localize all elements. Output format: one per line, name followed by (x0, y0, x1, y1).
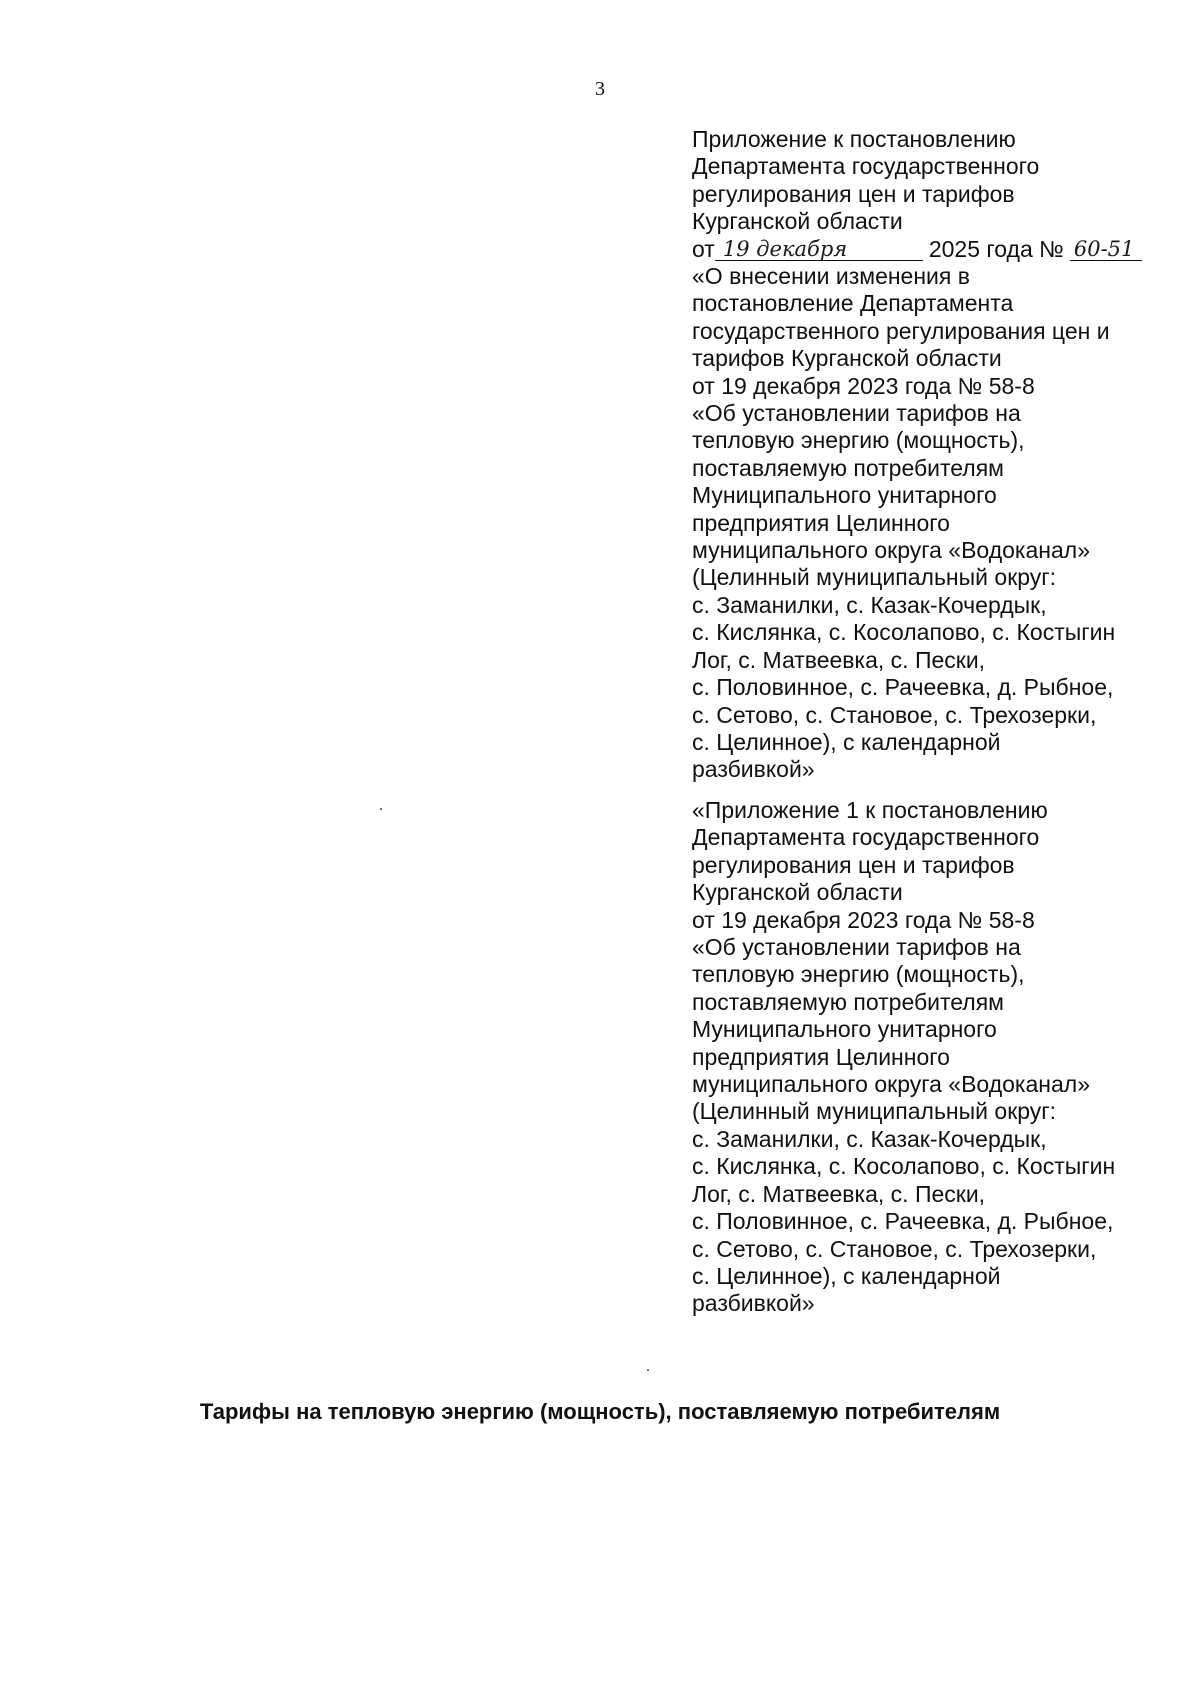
text-line: муниципального округа «Водоканал» (692, 1071, 1090, 1098)
text-line: с. Заманилки, с. Казак-Кочердык, (692, 591, 1047, 618)
text-line: Лог, с. Матвеевка, с. Пески, (692, 1180, 986, 1207)
text-line: «Об установлении тарифов на (692, 934, 1021, 961)
text-line: тепловую энергию (мощность), (692, 427, 1025, 454)
text-line: с. Половинное, с. Рачеевка, д. Рыбное, (692, 674, 1114, 701)
text-line: от 19 декабря 2023 года № 58-8 (692, 906, 1035, 933)
text-line: с. Сетово, с. Становое, с. Трехозерки, (692, 701, 1097, 728)
appendix-title-lines (692, 126, 1162, 236)
text-line: (Целинный муниципальный округ: (692, 1098, 1057, 1125)
text-line: поставляемую потребителям (692, 454, 1004, 481)
text-line: Департамента государственного (692, 824, 1040, 851)
appendix-header-block (692, 126, 1162, 784)
text-line: с. Половинное, с. Рачеевка, д. Рыбное, (692, 1208, 1114, 1235)
handwritten-number: 60-51 (1070, 236, 1142, 263)
text-line: муниципального округа «Водоканал» (692, 537, 1090, 564)
text-line: разбивкой» (692, 756, 815, 783)
text-line: Муниципального унитарного (692, 1016, 997, 1043)
text-line: от 19 декабря 2023 года № 58-8 (692, 372, 1035, 399)
text-line: с. Заманилки, с. Казак-Кочердык, (692, 1125, 1047, 1152)
scan-speck (647, 1369, 649, 1371)
text-line: с. Кислянка, с. Косолапово, с. Костыгин (692, 619, 1116, 646)
text-line: «Об установлении тарифов на (692, 400, 1021, 427)
text-line: регулирования цен и тарифов (692, 180, 1015, 207)
tariffs-heading: Тарифы на тепловую энергию (мощность), поставляемую потребителям (199, 1399, 1001, 1424)
text-line: с. Целинное), с календарной (692, 728, 1001, 755)
resolution-title-lines (692, 263, 1162, 784)
from-prefix: от (692, 235, 715, 262)
text-line: (Целинный муниципальный округ: (692, 564, 1057, 591)
text-line: Курганской области (692, 208, 903, 235)
handwritten-date: 19 декабря (715, 236, 923, 263)
text-line: тарифов Курганской области (692, 345, 1002, 372)
text-line: Приложение к постановлению (692, 126, 1016, 152)
text-line: предприятия Целинного (692, 509, 950, 536)
text-line: с. Целинное), с календарной (692, 1262, 1001, 1289)
text-line: поставляемую потребителям (692, 988, 1004, 1015)
text-line: с. Сетово, с. Становое, с. Трехозерки, (692, 1235, 1097, 1262)
text-line: предприятия Целинного (692, 1043, 950, 1070)
text-line: «Приложение 1 к постановлению (692, 797, 1048, 823)
text-line: Департамента государственного (692, 153, 1040, 180)
text-line: Муниципального унитарного (692, 482, 997, 509)
year-number-label: 2025 года № (928, 235, 1064, 262)
page-number: 3 (595, 78, 605, 100)
scan-speck (380, 808, 382, 810)
text-line: «О внесении изменения в (692, 263, 970, 290)
text-line: постановление Департамента (692, 290, 1014, 317)
text-line: тепловую энергию (мощность), (692, 961, 1025, 988)
text-line: государственного регулирования цен и (692, 317, 1110, 344)
text-line: регулирования цен и тарифов (692, 851, 1015, 878)
text-line: Курганской области (692, 879, 903, 906)
resolution-date-line (692, 236, 1162, 263)
text-line: Лог, с. Матвеевка, с. Пески, (692, 646, 986, 673)
appendix-1-header-block (692, 797, 1162, 1318)
text-line: разбивкой» (692, 1290, 815, 1317)
text-line: с. Кислянка, с. Косолапово, с. Костыгин (692, 1153, 1116, 1180)
